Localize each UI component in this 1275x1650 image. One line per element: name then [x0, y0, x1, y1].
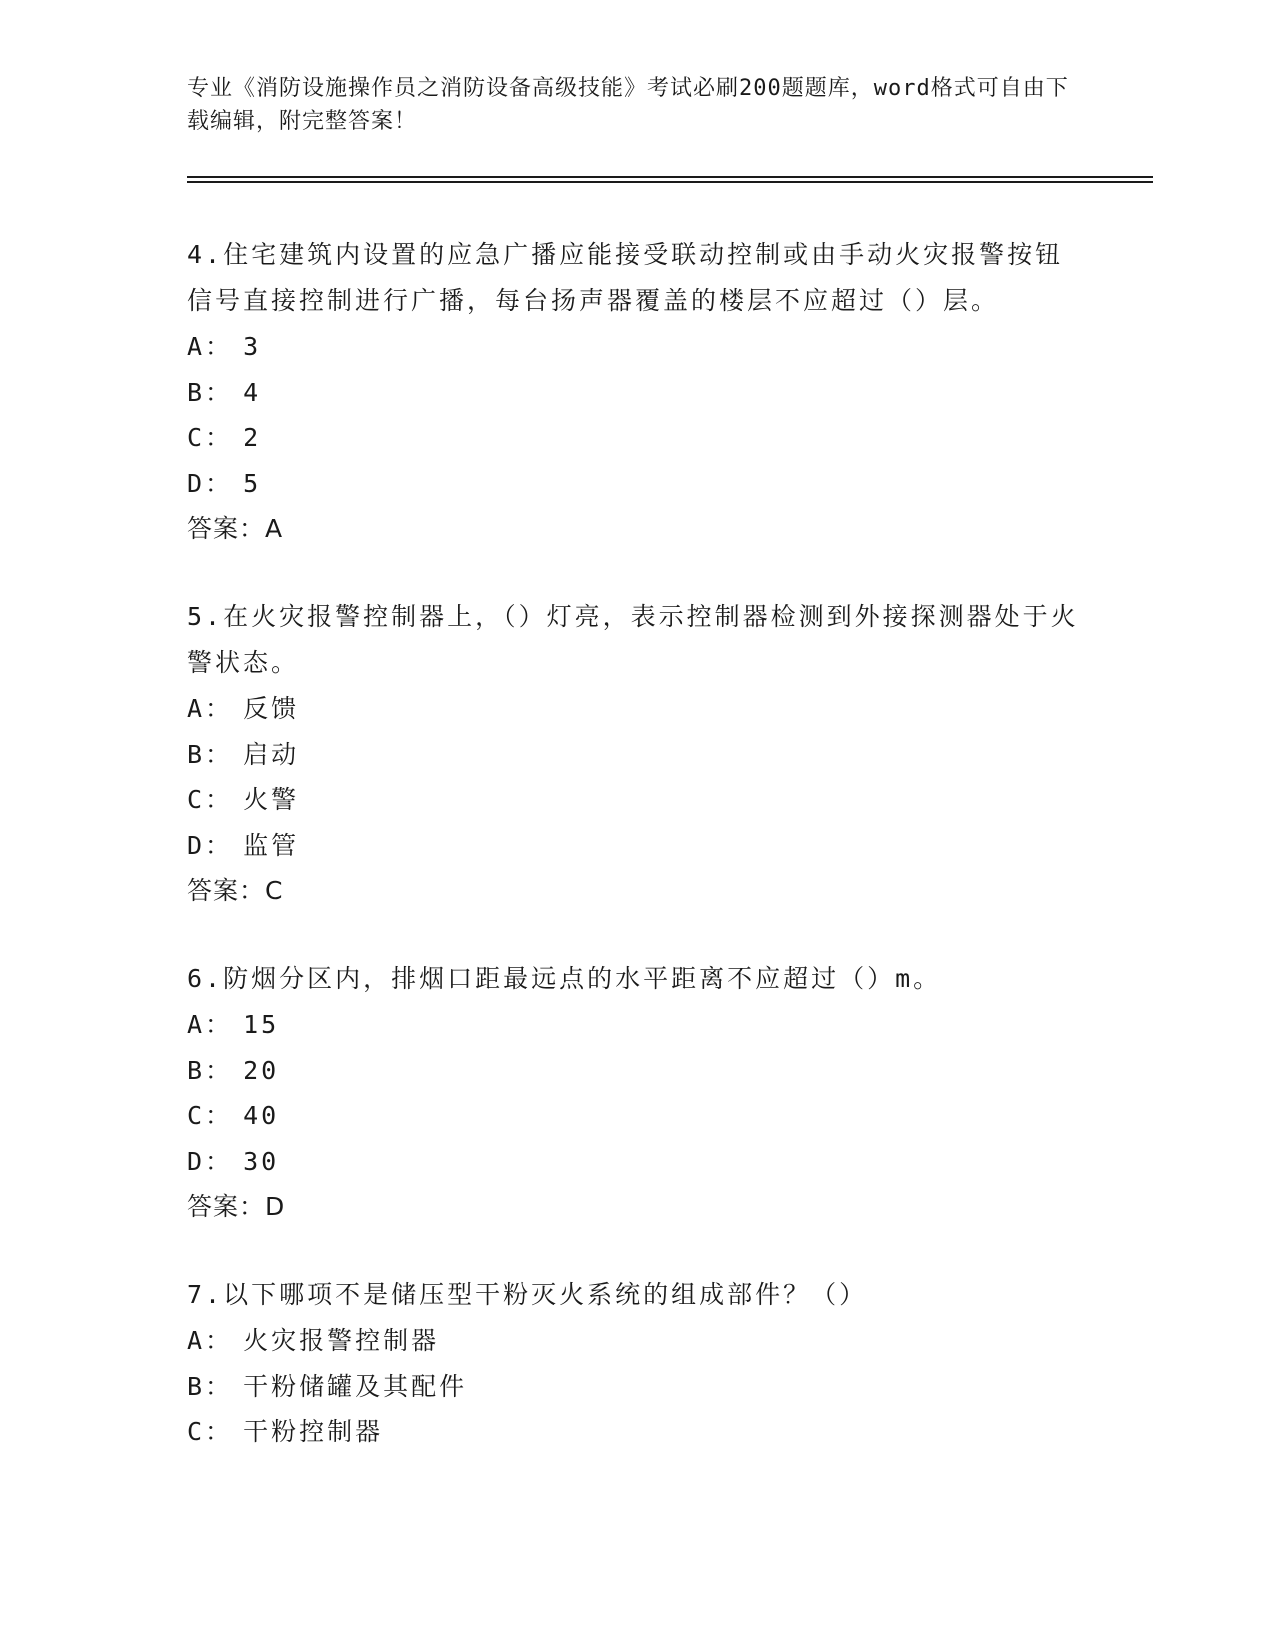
question-stem: 4.住宅建筑内设置的应急广播应能接受联动控制或由手动火灾报警按钮信号直接控制进行广播，每台扬声器覆盖的楼层不应超过（）层。 [187, 240, 1064, 315]
option-key: B： [187, 1055, 234, 1085]
option-c [187, 1093, 1087, 1139]
option-text: 干粉储罐及其配件 [243, 1371, 468, 1401]
option-key: A： [187, 1010, 234, 1039]
option-key: D： [187, 1146, 234, 1176]
option-key: B： [187, 377, 234, 407]
option-key: B： [187, 1371, 234, 1401]
option-key: C： [187, 785, 234, 814]
question-stem: 5.在火灾报警控制器上，（）灯亮，表示控制器检测到外接探测器处于火警状态。 [187, 602, 1079, 677]
question-7 [187, 1272, 1087, 1455]
option-c [187, 777, 1087, 823]
option-key: C： [187, 423, 234, 452]
question-5 [187, 594, 1087, 914]
option-b [187, 370, 1087, 416]
option-text: 5 [243, 468, 262, 498]
option-key: B： [187, 739, 234, 769]
question-stem: 6.防烟分区内，排烟口距最远点的水平距离不应超过（）m。 [187, 964, 942, 993]
option-text: 反馈 [243, 694, 300, 723]
option-key: A： [187, 332, 234, 361]
option-d [187, 1139, 1087, 1185]
option-text: 启动 [243, 739, 300, 769]
option-a [187, 1318, 1087, 1364]
option-text: 监管 [243, 830, 300, 860]
option-key: C： [187, 1101, 234, 1130]
option-b [187, 1048, 1087, 1094]
option-key: A： [187, 694, 234, 723]
option-text: 2 [243, 423, 262, 452]
option-a [187, 1002, 1087, 1048]
option-text: 4 [243, 377, 262, 407]
option-a [187, 324, 1087, 370]
header-rule-top [187, 176, 1153, 178]
option-text: 40 [243, 1101, 280, 1130]
option-key: C： [187, 1417, 234, 1446]
page-header: 专业《消防设施操作员之消防设备高级技能》考试必刷200题题库，word格式可自由下载编辑，附完整答案！ [187, 76, 1069, 134]
option-d [187, 461, 1087, 507]
header-rule-bottom [187, 181, 1153, 183]
option-b [187, 1364, 1087, 1410]
question-4 [187, 232, 1087, 552]
option-b [187, 732, 1087, 778]
answer: 答案：D [187, 1192, 286, 1221]
option-text: 火警 [243, 785, 300, 814]
answer: 答案：C [187, 876, 284, 905]
option-text: 20 [243, 1055, 280, 1085]
option-d [187, 823, 1087, 869]
option-key: D： [187, 468, 234, 498]
option-text: 3 [243, 332, 262, 361]
option-key: A： [187, 1326, 234, 1355]
option-c [187, 1409, 1087, 1455]
option-text: 干粉控制器 [243, 1417, 384, 1446]
option-text: 15 [243, 1010, 280, 1039]
option-a [187, 686, 1087, 732]
option-key: D： [187, 830, 234, 860]
option-text: 火灾报警控制器 [243, 1326, 440, 1355]
option-c [187, 415, 1087, 461]
answer: 答案：A [187, 514, 284, 543]
question-stem: 7.以下哪项不是储压型干粉灭火系统的组成部件？（） [187, 1280, 868, 1309]
option-text: 30 [243, 1146, 280, 1176]
question-6 [187, 956, 1087, 1230]
question-list [187, 232, 1087, 1497]
